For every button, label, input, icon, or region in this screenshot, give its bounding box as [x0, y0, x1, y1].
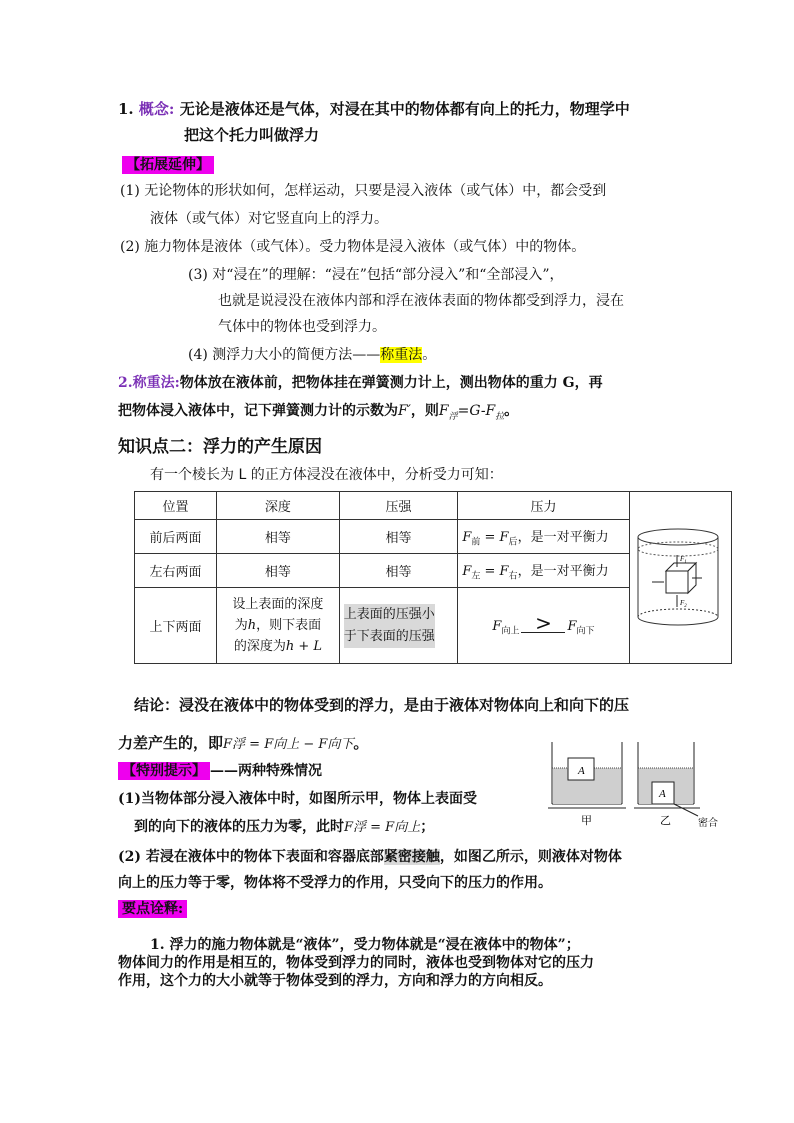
table-cell: $F_前 = F_后$，是一对平衡力: [458, 520, 629, 554]
table-cell: 上下两面: [135, 588, 217, 664]
tip-item-2a: (2) 若浸在液体中的物体下表面和容器底部紧密接触，如图乙所示，则液体对物体: [118, 849, 622, 865]
tip-title: 【特别提示】 ——两种特殊情况: [118, 760, 322, 780]
table-cell: 相等: [339, 520, 458, 554]
keypoints-tag: 要点诠释:: [118, 898, 187, 918]
block-a-label: A: [659, 788, 666, 800]
table-cell: 相等: [217, 554, 340, 588]
table-cell: 上表面的压强小 于下表面的压强: [339, 588, 458, 664]
keypoint-line-3: 作用，这个力的大小就等于物体受到的浮力，方向和浮力的方向相反。: [118, 973, 552, 989]
force-f1-label: $F_1$: [680, 554, 688, 565]
concept-text: 无论是液体还是气体，对浸在其中的物体都有向上的托力，物理学中: [179, 100, 630, 118]
weighing-label: 2.称重法:: [118, 375, 180, 391]
force-table: [134, 491, 732, 664]
ext-item-3b: 也就是说浸没在液体内部和浮在液体表面的物体都受到浮力，浸在: [218, 293, 624, 309]
ext-item-3c: 气体中的物体也受到浮力。: [218, 319, 386, 335]
table-cell: 前后两面: [135, 520, 217, 554]
force-f2-label: $F_2$: [680, 598, 688, 609]
label-sealed: 密合: [698, 818, 718, 829]
tip-item-2b: 向上的压力等于零，物体将不受浮力的作用，只受向下的压力的作用。: [118, 875, 552, 891]
beaker-jia: [548, 742, 626, 827]
table-header-row: [135, 492, 732, 520]
table-cell: 左右两面: [135, 554, 217, 588]
beaker-yi: [634, 742, 718, 829]
table-cell: 相等: [339, 554, 458, 588]
buoyancy-formula: $F_浮=G-F_拉$: [438, 403, 505, 422]
cylinder-figure-cell: [629, 492, 731, 664]
tip-item-1b: 到的向下的液体的压力为零，此时F浮 = F向上；: [134, 819, 435, 835]
f-prime: F′: [398, 403, 411, 419]
ext-item-1a: (1) 无论物体的形状如何，怎样运动，只要是浸入液体（或气体）中，都会受到: [120, 183, 607, 199]
table-header: 压力: [458, 492, 629, 520]
ext-item-1b: 液体（或气体）对它竖直向上的浮力。: [150, 211, 388, 227]
concept-line-1: [118, 98, 630, 119]
label-yi: 乙: [660, 814, 671, 827]
section-intro: 有一个棱长为 L 的正方体浸没在液体中，分析受力可知：: [150, 467, 503, 483]
ext-item-2: (2) 施力物体是液体（或气体）。受力物体是浸入液体（或气体）中的物体。: [120, 239, 586, 255]
weighing-line-1: 2.称重法:物体放在液体前，把物体挂在弹簧测力计上，测出物体的重力 G，再: [118, 375, 603, 391]
weighing-line-2: 把物体浸入液体中，记下弹簧测力计的示数为F′，则$F_浮=G-F_拉$。: [118, 403, 519, 422]
conclusion-line-1: 结论：浸没在液体中的物体受到的浮力，是由于液体对物体向上和向下的压: [134, 696, 630, 714]
ext-item-4: (4) 测浮力大小的简便方法——称重法。: [188, 347, 437, 363]
concept-line-2: 把这个托力叫做浮力: [184, 126, 320, 144]
table-header: 压强: [339, 492, 458, 520]
table-header: 深度: [217, 492, 340, 520]
point-number: 1.: [118, 100, 134, 118]
table-cell: 设上表面的深度 为h，则下表面 的深度为h + L: [217, 588, 340, 664]
conclusion-line-2: 力差产生的，即F浮 = F向上 − F向下。: [118, 734, 369, 752]
table-header: 位置: [135, 492, 217, 520]
tight-contact-highlight: 紧密接触: [383, 849, 440, 865]
block-a-label: A: [578, 765, 585, 777]
tip-item-1a: (1)当物体部分浸入液体中时，如图所示甲，物体上表面受: [118, 791, 477, 807]
cylinder-cube-diagram: [630, 521, 730, 631]
keypoint-line-1: 1. 浮力的施力物体就是“液体”，受力物体就是“浸在液体中的物体”；: [150, 937, 580, 953]
extension-tag: 【拓展延伸】: [122, 154, 214, 174]
table-cell: 相等: [217, 520, 340, 554]
tip-tag: 【特别提示】: [118, 762, 210, 780]
concept-label: 概念:: [138, 100, 175, 118]
beaker-diagrams: [548, 738, 728, 830]
table-cell: $F_左 = F_右$，是一对平衡力: [458, 554, 629, 588]
table-cell: $F_{向上} > F_{向下}$: [458, 588, 629, 664]
section-heading: 知识点二：浮力的产生原因: [118, 437, 322, 457]
label-jia: 甲: [581, 814, 592, 827]
greater-than-sign: >: [521, 614, 565, 633]
keypoint-line-2: 物体间力的作用是相互的，物体受到浮力的同时，液体也受到物体对它的压力: [118, 955, 594, 971]
pressure-difference-formula: F浮 = F向上 − F向下: [223, 737, 354, 752]
ext-item-3a: (3) 对“浸在”的理解：“浸在”包括“部分浸入”和“全部浸入”，: [188, 267, 564, 283]
weighing-method-highlight: 称重法: [380, 347, 423, 363]
